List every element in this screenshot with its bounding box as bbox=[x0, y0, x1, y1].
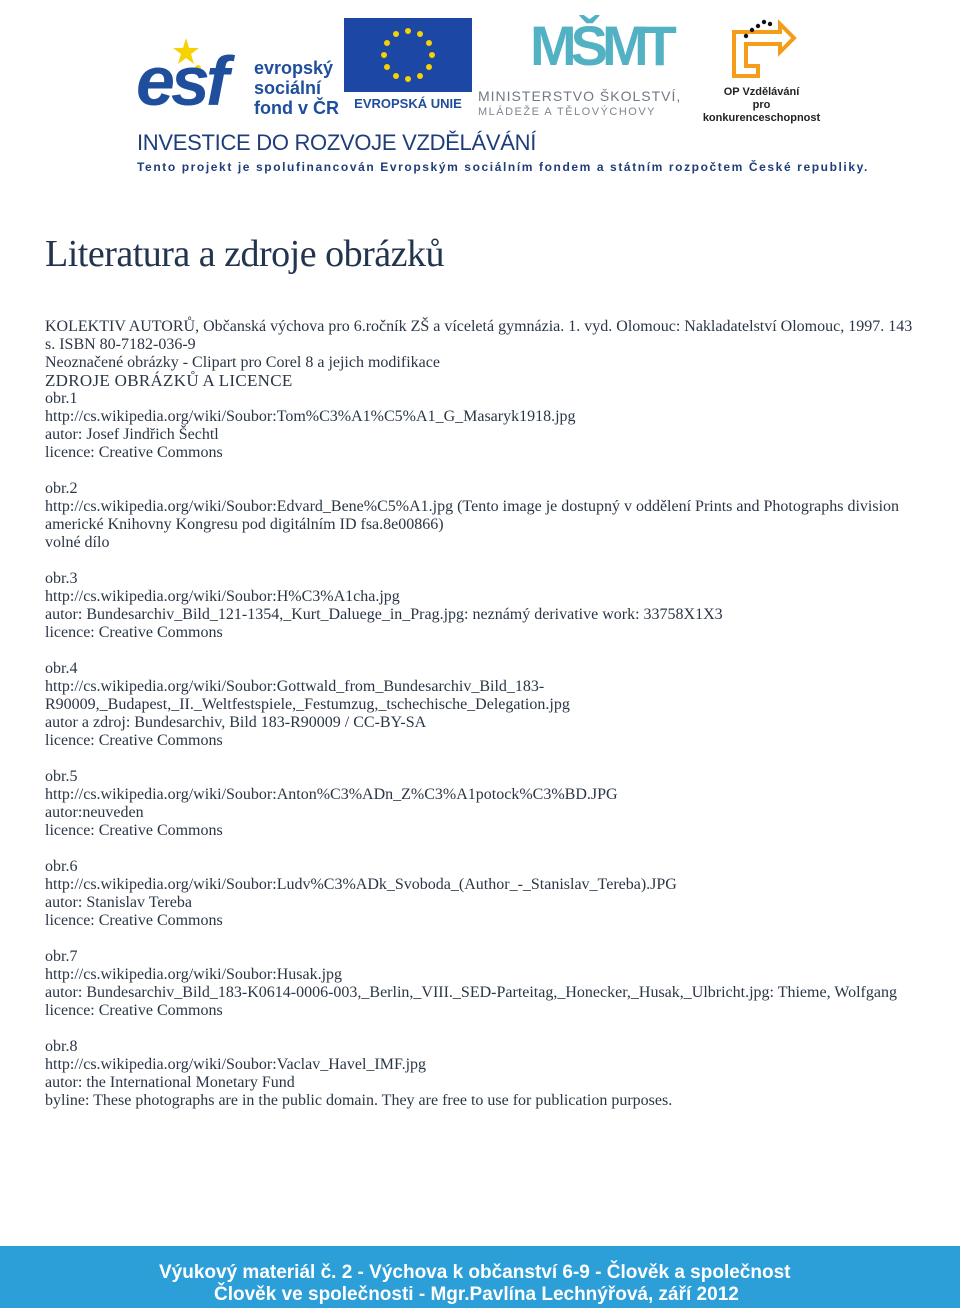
reference-clipart: Neoznačené obrázky - Clipart pro Corel 8 a jejich modifikace bbox=[45, 354, 440, 371]
esf-mark bbox=[136, 18, 248, 118]
footer-line1: Výukový materiál č. 2 - Výchova k občanství 6-9 - Člověk a společnost bbox=[159, 1262, 791, 1283]
eu-stars-icon bbox=[344, 18, 472, 92]
esf-text-line: evropský bbox=[254, 58, 334, 78]
section-heading: ZDROJE OBRÁZKŮ A LICENCE bbox=[45, 371, 293, 390]
image-author: autor:neuveden bbox=[45, 804, 144, 821]
image-author: autor: the International Monetary Fund bbox=[45, 1074, 295, 1091]
funding-note: Tento projekt je spolufinancován Evropským sociálním fondem a státním rozpočtem České republiky. bbox=[137, 160, 869, 174]
image-url: http://cs.wikipedia.org/wiki/Soubor:Anton%C3%ADn_Z%C3%A1potock%C3%BD.JPG bbox=[45, 786, 618, 803]
op-text-line: OP Vzdělávání bbox=[723, 86, 800, 98]
investice-heading: INVESTICE DO ROZVOJE VZDĚLÁVÁNÍ bbox=[137, 130, 537, 155]
image-license: licence: Creative Commons bbox=[45, 444, 223, 461]
image-source-item bbox=[45, 390, 925, 462]
image-number: obr.4 bbox=[45, 660, 78, 677]
image-source-item bbox=[45, 480, 925, 552]
logo-strip bbox=[0, 0, 960, 174]
op-logo bbox=[694, 18, 829, 124]
image-author: autor: Bundesarchiv_Bild_183-K0614-0006-003,_Berlin,_VIII._SED-Parteitag,_Honecker,_Husak,_Ulbricht.jpg: Thieme, Wolfgang bbox=[45, 984, 897, 1001]
image-url: http://cs.wikipedia.org/wiki/Soubor:Husak.jpg bbox=[45, 966, 343, 983]
image-license: licence: Creative Commons bbox=[45, 822, 223, 839]
image-url: http://cs.wikipedia.org/wiki/Soubor:Tom%C3%A1%C5%A1_G_Masaryk1918.jpg bbox=[45, 408, 576, 425]
image-number: obr.6 bbox=[45, 858, 78, 875]
image-author: autor: Josef Jindřich Šechtl bbox=[45, 426, 219, 443]
msmt-logo bbox=[478, 14, 688, 118]
image-url: http://cs.wikipedia.org/wiki/Soubor:Gottwald_from_Bundesarchiv_Bild_183-R90009,_Budapest,_II._Weltfestspiele,_Festumzug,_tschechische_Delegation.jpg bbox=[45, 678, 570, 713]
esf-logo bbox=[136, 18, 341, 118]
reference-book: KOLEKTIV AUTORŮ, Občanská výchova pro 6.ročník ZŠ a víceletá gymnázia. 1. vyd. Olomouc: Nakladatelství Olomouc, 1997. 143 s. ISBN 80-7182-036-9 bbox=[45, 318, 913, 353]
op-text bbox=[694, 86, 829, 125]
image-license: volné dílo bbox=[45, 534, 110, 551]
image-number: obr.2 bbox=[45, 480, 78, 497]
image-license: licence: Creative Commons bbox=[45, 624, 223, 641]
image-number: obr.5 bbox=[45, 768, 78, 785]
image-license: licence: Creative Commons bbox=[45, 1002, 223, 1019]
esf-text-line: sociální bbox=[254, 78, 322, 98]
image-author: autor a zdroj: Bundesarchiv, Bild 183-R90009 / CC-BY-SA bbox=[45, 714, 427, 731]
image-license: licence: Creative Commons bbox=[45, 912, 223, 929]
image-source-item bbox=[45, 1038, 925, 1110]
esf-text-line: fond v ČR bbox=[254, 98, 339, 118]
msmt-line2: MLÁDEŽE A TĚLOVÝCHOVY bbox=[478, 106, 657, 118]
image-byline: byline: These photographs are in the public domain. They are free to use for publication purposes. bbox=[45, 1092, 673, 1109]
image-number: obr.1 bbox=[45, 390, 78, 407]
op-mark-icon bbox=[724, 18, 799, 80]
esf-text bbox=[254, 58, 339, 118]
image-url: http://cs.wikipedia.org/wiki/Soubor:H%C3%A1cha.jpg bbox=[45, 588, 400, 605]
footer-line2: Člověk ve společnosti - Mgr.Pavlína Lechnýřová, září 2012 bbox=[214, 1284, 739, 1305]
esf-letters: esf bbox=[136, 42, 226, 120]
image-source-item bbox=[45, 660, 925, 750]
image-number: obr.3 bbox=[45, 570, 78, 587]
footer-bar bbox=[0, 1246, 960, 1308]
document-body bbox=[45, 318, 925, 1128]
image-number: obr.8 bbox=[45, 1038, 78, 1055]
image-source-item bbox=[45, 768, 925, 840]
image-license: licence: Creative Commons bbox=[45, 732, 223, 749]
msmt-mark: MŠMT bbox=[530, 14, 671, 77]
eu-flag-icon bbox=[344, 18, 472, 92]
image-author: autor: Bundesarchiv_Bild_121-1354,_Kurt_Daluege_in_Prag.jpg: neznámý derivative work: 33758X1X3 bbox=[45, 606, 723, 623]
eu-logo bbox=[344, 18, 472, 116]
image-url: http://cs.wikipedia.org/wiki/Soubor:Ludv%C3%ADk_Svoboda_(Author_-_Stanislav_Tereba).JPG bbox=[45, 876, 677, 893]
image-source-item bbox=[45, 858, 925, 930]
image-source-item bbox=[45, 948, 925, 1020]
image-url: http://cs.wikipedia.org/wiki/Soubor:Edvard_Bene%C5%A1.jpg (Tento image je dostupný v oddělení Prints and Photographs division americké Knihovny Kongresu pod digitálním ID fsa.8e00866) bbox=[45, 498, 900, 533]
msmt-line1: MINISTERSTVO ŠKOLSTVÍ, bbox=[478, 88, 682, 104]
image-author: autor: Stanislav Tereba bbox=[45, 894, 192, 911]
eu-text: EVROPSKÁ UNIE bbox=[354, 96, 462, 111]
op-text-line: pro konkurenceschopnost bbox=[702, 99, 821, 124]
page-title: Literatura a zdroje obrázků bbox=[45, 233, 444, 275]
image-source-item bbox=[45, 570, 925, 642]
image-url: http://cs.wikipedia.org/wiki/Soubor:Vaclav_Havel_IMF.jpg bbox=[45, 1056, 427, 1073]
image-number: obr.7 bbox=[45, 948, 78, 965]
